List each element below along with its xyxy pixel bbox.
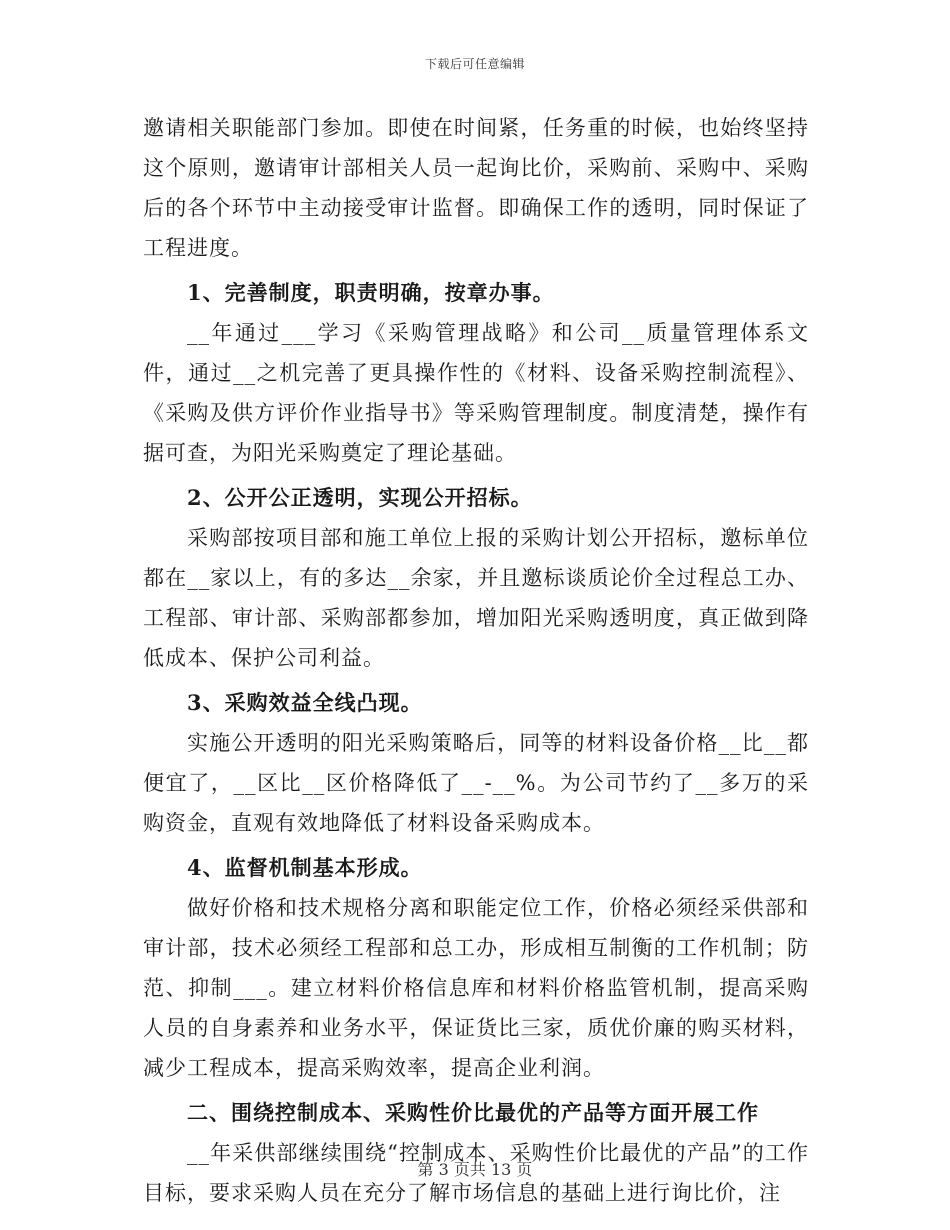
section-2-heading: 2、公开公正透明，实现公开招标。	[187, 485, 533, 510]
section-4-paragraph: 做好价格和技术规格分离和职能定位工作，价格必须经采供部和审计部，技术必须经工程部和总工办，形成相互制衡的工作机制；防范、抑制___。建立材料价格信息库和材料价格监管机制，提高采购人员的自身素养和业务水平，保证货比三家，质优价廉的购买材料，减少工程成本，提高采购效率，提高企业利润。	[143, 896, 809, 1080]
page-number-footer: 第 3 页共 13 页	[417, 1160, 533, 1179]
section-1-heading: 1、完善制度，职责明确，按章办事。	[187, 280, 555, 305]
intro-paragraph: 邀请相关职能部门参加。即使在时间紧，任务重的时候，也始终坚持这个原则，邀请审计部相关人员一起询比价，采购前、采购中、采购后的各个环节中主动接受审计监督。即确保工作的透明，同时保证了工程进度。	[143, 116, 809, 260]
section-3-paragraph: 实施公开透明的阳光采购策略后，同等的材料设备价格__比__都便宜了，__区比__区价格降低了__-__%。为公司节约了__多万的采购资金，直观有效地降低了材料设备采购成本。	[143, 731, 809, 835]
page-header-note: 下载后可任意编辑	[424, 57, 525, 71]
section-3-heading: 3、采购效益全线凸现。	[187, 690, 423, 715]
section-4-heading: 4、监督机制基本形成。	[187, 855, 423, 880]
part-2-paragraph: __年采供部继续围绕“控制成本、采购性价比最优的产品”的工作目标，要求采购人员在充分了解市场信息的基础上进行询比价，注	[143, 1141, 809, 1205]
document-body	[143, 108, 809, 1213]
part-2-heading: 二、围绕控制成本、采购性价比最优的产品等方面开展工作	[187, 1100, 759, 1125]
section-1-paragraph: __年通过___学习《采购管理战略》和公司__质量管理体系文件，通过__之机完善了更具操作性的《材料、设备采购控制流程》、《采购及供方评价作业指导书》等采购管理制度。制度清楚，操作有据可查，为阳光采购奠定了理论基础。	[143, 321, 809, 465]
section-2-paragraph: 采购部按项目部和施工单位上报的采购计划公开招标，邀标单位都在__家以上，有的多达__余家，并且邀标谈质论价全过程总工办、工程部、审计部、采购部都参加，增加阳光采购透明度，真正做到降低成本、保护公司利益。	[143, 526, 809, 670]
